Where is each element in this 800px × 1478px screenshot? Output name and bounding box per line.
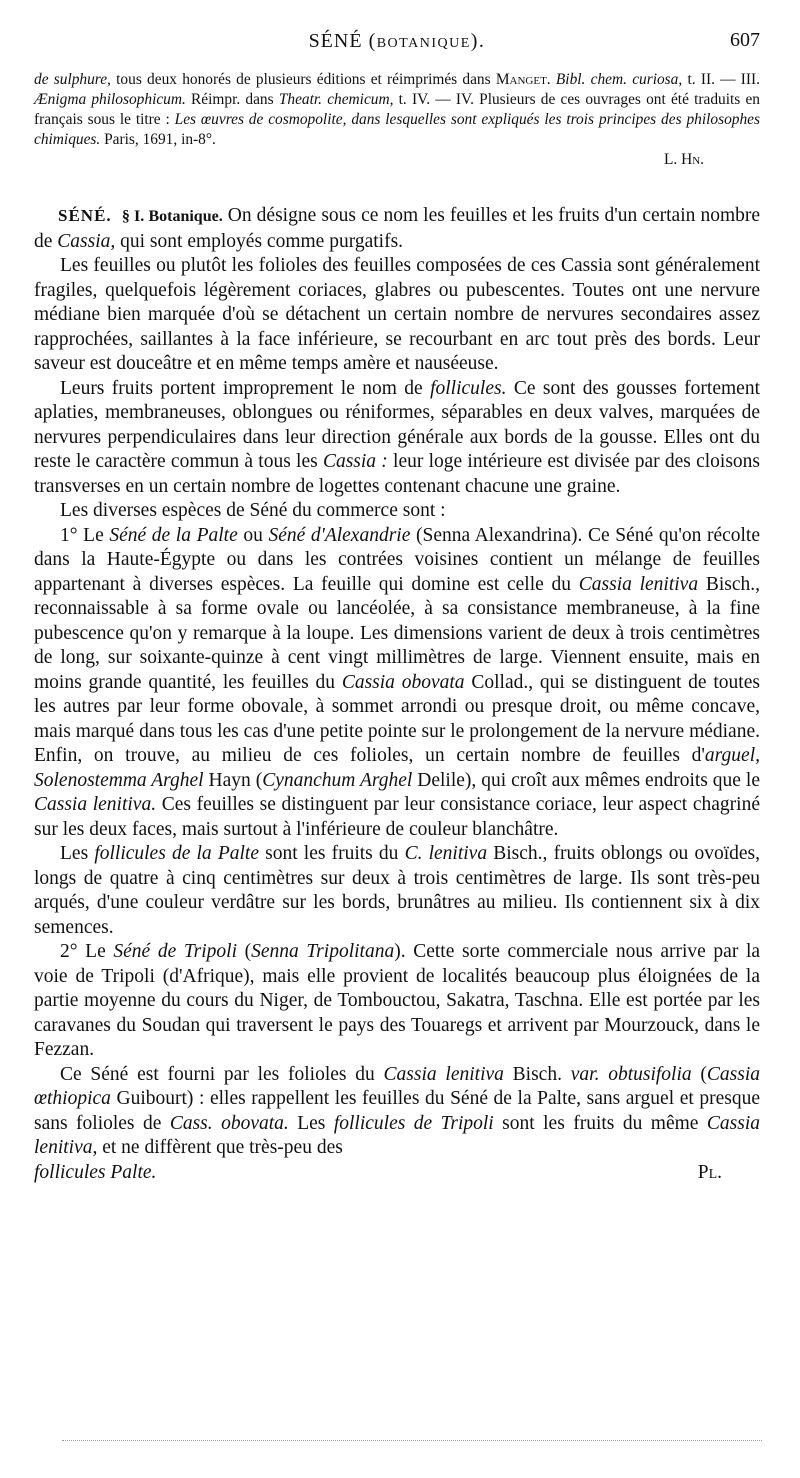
article-signature: Pl. [697, 1161, 722, 1183]
biblio-signature: L. Hn. [663, 151, 704, 168]
running-header [34, 22, 760, 62]
italic-term: Séné d'Alexandrie [268, 524, 411, 546]
biblio-text: Paris, 1691, in-8°. [100, 131, 216, 148]
article-closing-line [34, 1161, 760, 1186]
article-sene [34, 204, 760, 1185]
italic-term: Cassia lenitiva. [34, 794, 157, 815]
paragraph: Les feuilles ou plutôt les folioles des feuilles composées de ces Cassia sont généralement fragiles, quelquefois légèrement coriaces, glabres ou pubescentes. Toutes ont une nervure médiane bien marquée d'où se détachent un certain nombre de nervures secondaires assez rapprochées, saillantes à la face inférieure, se recourbant en arc tout près des bords. Leur saveur est douceâtre et en même temps amère et nauséeuse. [34, 255, 760, 374]
paragraph-text: (Senna Alexandrina). Ce Séné qu'on récolte dans la Haute-Égypte ou dans les contrées voisines contient un mélange de feuilles appartenant à diverses espèces. La feuille qui domine est celle du [34, 524, 760, 595]
paragraph-text: sont les fruits du même [493, 1112, 707, 1134]
paragraph-text: 1° Le [60, 524, 110, 546]
paragraph [34, 842, 760, 940]
italic-term: Senna Tripolitana [251, 941, 395, 962]
italic-term: Cynanchum Arghel [262, 769, 413, 791]
paragraph-text: Ce sont des gousses fortement aplaties, membraneuses, oblongues ou réniformes, séparables en deux valves, marquées de nervures perpendiculaires dans leur direction générale aux bords de la gousse. Elles ont du reste le caractère commun à tous les [34, 377, 760, 472]
italic-term: follicules. [430, 377, 507, 399]
paragraph-text: Bisch., reconnaissable à sa forme ovale ou lancéolée, à sa consistance membraneuse, à la fine pubescence qu'on y remarque à la loupe. Les dimensions varient de deux à trois centimètres de long, sur soixante-quinze à cent vingt millimètres de large. Viennent ensuite, mais en moins grande quantité, les feuilles du [34, 573, 760, 693]
italic-term: var. obtusifolia [570, 1063, 692, 1085]
paragraph [34, 377, 760, 500]
biblio-text: de sulphure, [34, 71, 111, 88]
italic-term: Cassia lenitiva [383, 1063, 504, 1085]
biblio-text: Réimpr. dans [185, 91, 279, 108]
paragraph-text: ( [691, 1063, 707, 1085]
biblio-text: t. IV. — IV. Plusieurs de ces ouvrages ont été traduits en français sous le titre : [34, 91, 760, 128]
bibliography-continuation [34, 70, 760, 170]
paragraph-text: Collad., qui se distinguent de toutes les autres par leur forme obovale, à sommet arrondi ou presque droit, ou même concave, mais marqué dans tous les cas d'une petite pointe sur le prolongement de la nervure médiane. Enfin, on trouve, au milieu de ces folioles, un certain nombre de feuilles d' [34, 671, 760, 766]
paragraph-text: ou [237, 524, 269, 546]
biblio-text: t. II. — III. [682, 71, 761, 88]
italic-term: Cassia, [57, 230, 116, 252]
biblio-author: Manget. [495, 71, 551, 88]
paragraph-text: Guibourt) : elles rappellent les feuilles du Séné de la Palte, sans arguel et presque sans folioles de [34, 1088, 760, 1134]
paragraph-text: Ces feuilles se distinguent par leur consistance coriace, leur aspect chagriné sur les deux faces, mais surtout à l'inférieure de couleur blanchâtre. [34, 794, 760, 840]
paragraph-text: sont les fruits du [258, 843, 405, 864]
paragraph [34, 1063, 760, 1161]
page-number: 607 [730, 29, 760, 51]
paragraph [34, 524, 760, 843]
italic-term: follicules de la Palte [94, 843, 259, 864]
paragraph-text: , et ne diffèrent que très-peu des [92, 1137, 343, 1158]
paragraph: Les diverses espèces de Séné du commerce sont : [60, 500, 446, 521]
running-title-subject: (botanique). [368, 30, 486, 52]
italic-term: Cassia : [322, 451, 388, 472]
biblio-title: Theatr. chemicum, [278, 91, 394, 108]
paragraph-text: Delile), qui croît aux mêmes endroits que le [412, 769, 760, 791]
paragraph-text: ( [236, 941, 252, 962]
italic-term: Séné de la Palte [109, 524, 238, 546]
paragraph-text: Ce Séné est fourni par les folioles du [60, 1063, 384, 1085]
italic-term: follicules de Tripoli [333, 1112, 494, 1134]
paragraph-text: qui sont employés comme purgatifs. [115, 230, 404, 252]
paragraph-text: ). Cette sorte commerciale nous arrive par la voie de Tripoli (d'Afrique), mais elle provient de localités beaucoup plus éloignées de la partie moyenne du cours du Niger, de Tombouctou, Sakatra, Taschna. Elle est portée par les caravanes du Soudan qui traversent le pays des Touaregs et arrivent par Mourzouck, dans le Fezzan. [34, 941, 761, 1060]
biblio-text: tous deux honorés de plusieurs éditions et réimprimés dans [110, 71, 496, 88]
italic-term: arguel, Solenostemma Arghel [34, 745, 760, 791]
biblio-title: Les œuvres de cosmopolite, dans lesquelles sont expliqués les trois principes des philosophes chimiques. [34, 111, 760, 148]
running-title [34, 30, 760, 53]
italic-term: Séné de Tripoli [113, 941, 237, 962]
paragraph [34, 204, 760, 254]
entry-headword: SÉNÉ. [58, 206, 112, 225]
italic-term: C. lenitiva [404, 843, 488, 864]
paragraph-text: 2° Le [60, 941, 114, 962]
section-heading: § I. Botanique. [121, 208, 223, 225]
italic-term: follicules Palte. [34, 1161, 157, 1183]
italic-term: Cassia lenitiva [578, 573, 699, 595]
paragraph-text: Bisch. [503, 1063, 571, 1085]
page-content [34, 22, 760, 1185]
paragraph-text: Les [60, 843, 95, 864]
paragraph-text: leur loge intérieure est divisée par des cloisons transverses en un certain nombre de logettes contenant chacune une graine. [34, 451, 760, 497]
paragraph-text: Hayn ( [203, 769, 263, 791]
italic-term: Cass. obovata. [169, 1112, 289, 1134]
italic-term: Cassia obovata [341, 671, 465, 693]
italic-term: Cassia œthiopica [34, 1063, 761, 1109]
running-title-main: SÉNÉ [308, 30, 363, 52]
paragraph [34, 940, 760, 1063]
paragraph-text: Leurs fruits portent improprement le nom de [60, 377, 431, 399]
paragraph-text: On désigne sous ce nom les feuilles et les fruits d'un certain nombre de [34, 205, 761, 252]
biblio-title: Ænigma philosophicum. [34, 91, 186, 108]
italic-term: Cassia lenitiva [34, 1112, 760, 1158]
paragraph-text: Les [288, 1112, 334, 1134]
paragraph-text: Bisch., fruits oblongs ou ovoïdes, longs de quatre à cinq centimètres sur deux à trois centimètres de large. Ils sont très-peu arqués, d'une couleur verdâtre sur les bords, brunâtres au milieu. Ils contiennent six à dix semences. [34, 843, 760, 938]
footer-rule [62, 1440, 762, 1441]
biblio-title: Bibl. chem. curiosa, [555, 71, 683, 88]
